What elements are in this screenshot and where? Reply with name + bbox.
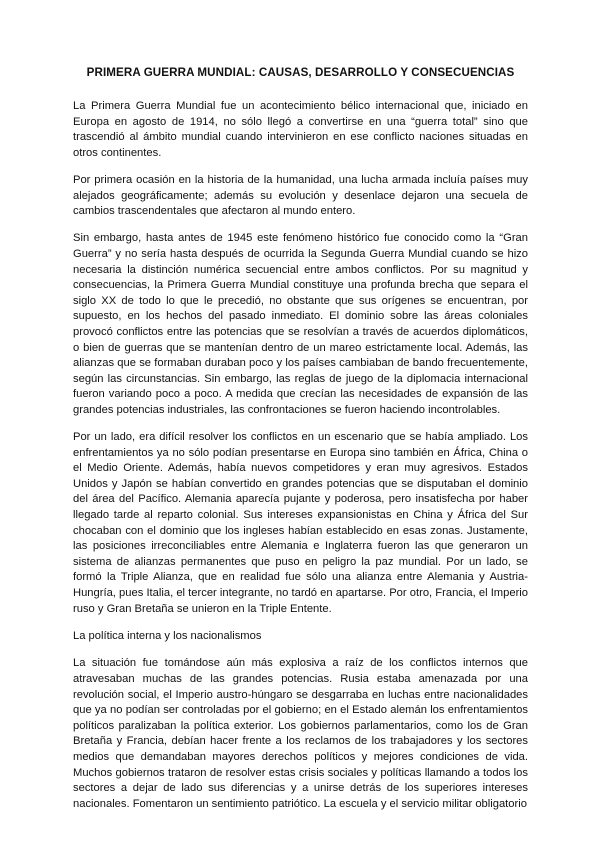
paragraph: Por primera ocasión en la historia de la humanidad, una lucha armada incluía países muy alejados geográficamente; además su evolución y desenlace dejaron una secuela de cambios trascendentales que afectaron al mundo entero.	[73, 173, 528, 218]
paragraph: La situación fue tomándose aún más explosiva a raíz de los conflictos internos que atravesaban muchas de las grandes potencias. Rusia estaba amenazada por una revolución social, el Imperio austro-húngaro se desgarraba en luchas entre nacionalidades que ya no podían ser controladas por el gobierno; en el Estado alemán los enfrentamientos políticos paralizaban la política exterior. Los gobiernos parlamentarios, como los de Gran Bretaña y Francia, debían hacer frente a los reclamos de los trabajadores y los sectores medios que demandaban mayores derechos políticos y mejores condiciones de vida. Muchos gobiernos trataron de resolver estas crisis sociales y políticas llamando a todos los sectores a dejar de lado sus diferencias y a unirse detrás de los superiores intereses nacionales. Fomentaron un sentimiento patriótico. La escuela y el servicio militar obligatorio	[73, 657, 528, 810]
section-heading: La política interna y los nacionalismos	[73, 629, 262, 642]
document-title: PRIMERA GUERRA MUNDIAL: CAUSAS, DESARROLLO Y CONSECUENCIAS	[86, 66, 515, 79]
paragraph: Por un lado, era difícil resolver los conflictos en un escenario que se había ampliado. Los enfrentamientos ya no sólo podían presentarse en Europa sino también en África, China o el Medio Oriente. Además, había nuevos competidores y eran muy agresivos. Estados Unidos y Japón se habían convertido en grandes potencias que se disputaban el dominio del área del Pacífico. Alemania aparecía pujante y poderosa, pero insatisfecha por haber llegado tarde al reparto colonial. Sus intereses expansionistas en China y África del Sur chocaban con el dominio que los ingleses habían establecido en esas zonas. Justamente, las posiciones irreconciliables entre Alemania e Inglaterra fueron las que generaron un sistema de alianzas permanentes que puso en peligro la paz mundial. Por un lado, se formó la Triple Alianza, que en realidad fue sólo una alianza entre Alemania y Austria-Hungría, pues Italia, el tercer integrante, no tardó en apartarse. Por otro, Francia, el Imperio ruso y Gran Bretaña se unieron en la Triple Entente.	[73, 431, 528, 615]
paragraph: La Primera Guerra Mundial fue un acontecimiento bélico internacional que, iniciado en Europa en agosto de 1914, no sólo llegó a convertirse en una “guerra total” sino que trascendió al ámbito mundial cuando intervinieron en ese conflicto naciones situadas en otros continentes.	[73, 100, 528, 159]
paragraph: Sin embargo, hasta antes de 1945 este fenómeno histórico fue conocido como la “Gran Guerra” y no sería hasta después de ocurrida la Segunda Guerra Mundial cuando se hizo necesaria la distinción numérica secuencial entre ambos conflictos. Por su magnitud y consecuencias, la Primera Guerra Mundial constituye una profunda brecha que separa el siglo XX de todo lo que le precedió, no obstante que sus orígenes se encuentran, por supuesto, en los hechos del pasado inmediato. El dominio sobre las áreas coloniales provocó conflictos entre las potencias que se resolvían a través de acuerdos diplomáticos, o bien de guerras que se mantenían dentro de un mareo estrictamente local. Además, las alianzas que se formaban duraban poco y los países cambiaban de bando frecuentemente, según las circunstancias. Sin embargo, las reglas de juego de la diplomacia internacional fueron variando poco a poco. A medida que crecían las necesidades de expansión de las grandes potencias industriales, las confrontaciones se fueron haciendo incontrolables.	[73, 232, 528, 416]
